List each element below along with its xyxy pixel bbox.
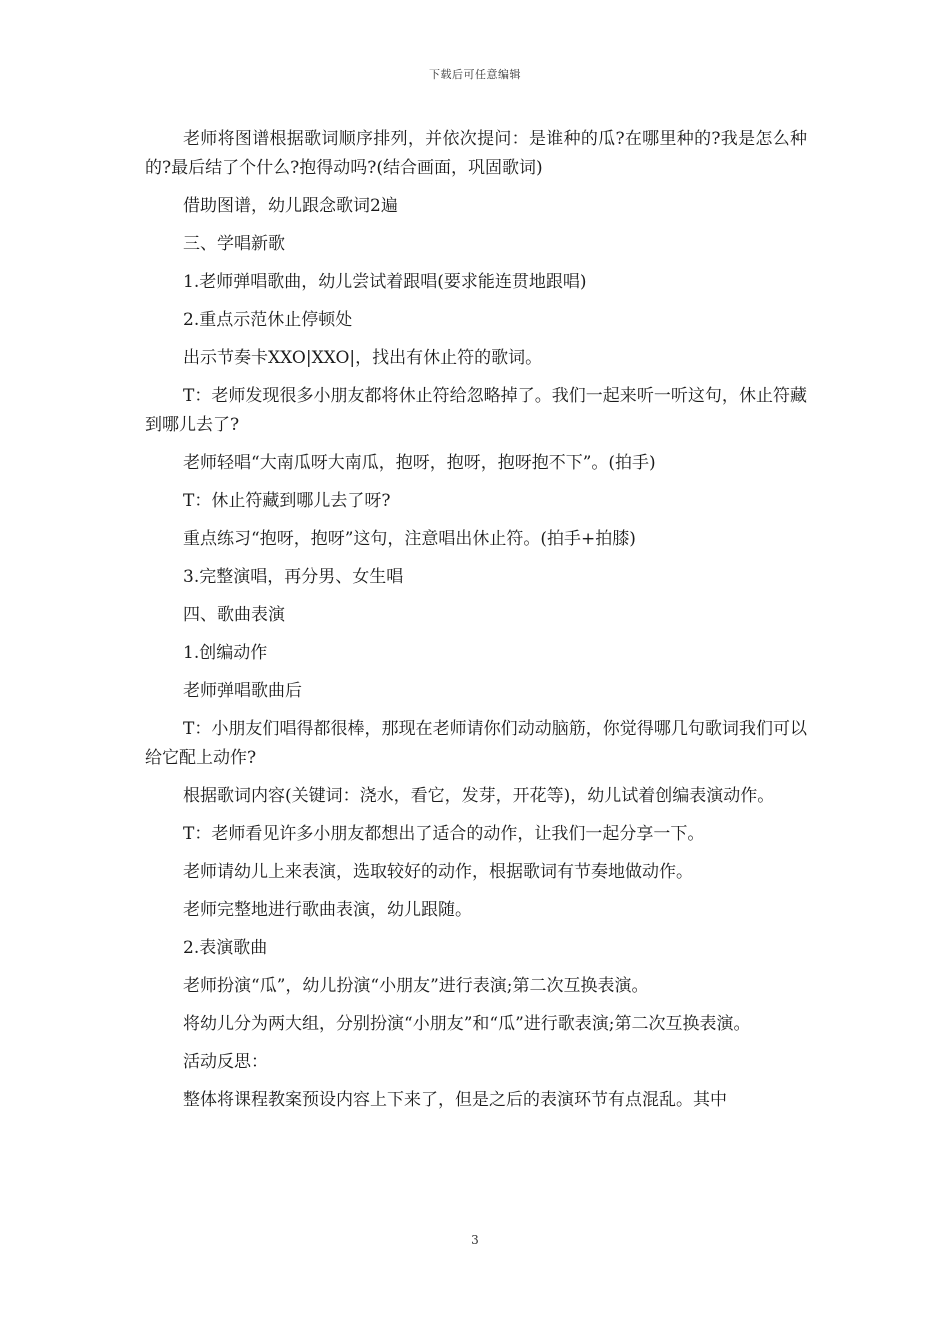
paragraph: 1.老师弹唱歌曲，幼儿尝试着跟唱(要求能连贯地跟唱) — [183, 272, 587, 292]
paragraph: 重点练习“抱呀，抱呀”这句，注意唱出休止符。(拍手+拍膝) — [183, 529, 636, 549]
paragraph: 2.重点示范休止停顿处 — [183, 310, 353, 330]
paragraph: T：休止符藏到哪儿去了呀? — [183, 491, 391, 511]
section-heading: 三、学唱新歌 — [183, 234, 285, 254]
section-heading: 活动反思： — [183, 1052, 268, 1072]
paragraph: T：老师看见许多小朋友都想出了适合的动作，让我们一起分享一下。 — [183, 824, 705, 844]
paragraph: 老师扮演“瓜”，幼儿扮演“小朋友”进行表演;第二次互换表演。 — [183, 976, 649, 996]
paragraph: 老师将图谱根据歌词顺序排列，并依次提问：是谁种的瓜?在哪里种的?我是怎么种的?最后结了个什么?抱得动吗?(结合画面，巩固歌词) — [145, 129, 807, 178]
paragraph: 老师轻唱“大南瓜呀大南瓜，抱呀，抱呀，抱呀抱不下”。(拍手) — [183, 453, 656, 473]
document-body — [145, 125, 807, 1124]
paragraph: 老师完整地进行歌曲表演，幼儿跟随。 — [183, 900, 472, 920]
paragraph: 1.创编动作 — [183, 643, 268, 663]
paragraph: 整体将课程教案预设内容上下来了，但是之后的表演环节有点混乱。其中 — [183, 1090, 727, 1110]
section-heading: 四、歌曲表演 — [183, 605, 285, 625]
page-number: 3 — [471, 1233, 479, 1247]
paragraph: T：老师发现很多小朋友都将休止符给忽略掉了。我们一起来听一听这句，休止符藏到哪儿去了? — [145, 386, 807, 435]
paragraph: 出示节奏卡XXO|XXO|，找出有休止符的歌词。 — [183, 348, 543, 368]
paragraph: 老师请幼儿上来表演，选取较好的动作，根据歌词有节奏地做动作。 — [183, 862, 693, 882]
paragraph: 借助图谱，幼儿跟念歌词2遍 — [183, 196, 398, 216]
paragraph: 老师弹唱歌曲后 — [183, 681, 302, 701]
page-header: 下载后可任意编辑 — [429, 68, 521, 81]
paragraph: T：小朋友们唱得都很棒，那现在老师请你们动动脑筋，你觉得哪几句歌词我们可以给它配上动作? — [145, 719, 807, 768]
paragraph: 2.表演歌曲 — [183, 938, 268, 958]
paragraph: 根据歌词内容(关键词：浇水，看它，发芽，开花等)，幼儿试着创编表演动作。 — [183, 786, 775, 806]
paragraph: 将幼儿分为两大组，分别扮演“小朋友”和“瓜”进行歌表演;第二次互换表演。 — [183, 1014, 751, 1034]
paragraph: 3.完整演唱，再分男、女生唱 — [183, 567, 404, 587]
